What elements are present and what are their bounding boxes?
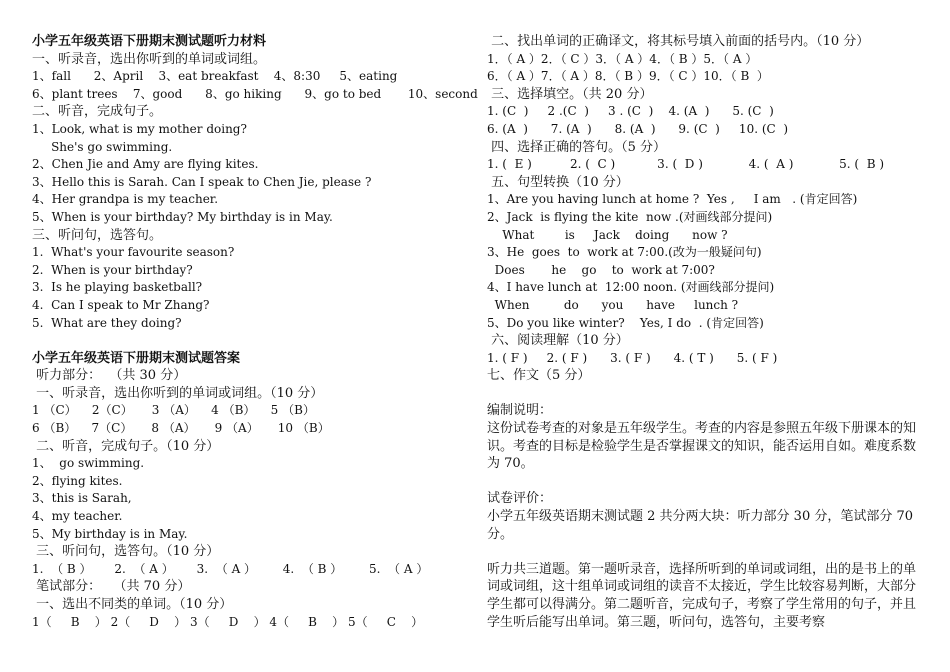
review-text: 听力共三道题。第一题听录音，选择所听到的单词或词组，出的是书上的单词或词组，这十组单词或词组的读音不太接近，学生比较容易判断，大部分学生都可以得满分。第二题听音，完成句子，考察了学生常用的句子，并且学生听后能写出单词。第三题，听问句，选答句，主要考察: [487, 561, 917, 630]
material-title: 小学五年级英语下册期末测试题听力材料: [32, 34, 267, 49]
answer3-row: 1. （ B ） 2. （ A ） 3. （ A ） 4. （ B ） 5. （ A ）: [32, 561, 429, 576]
review-text: 小学五年级英语期末测试题 2 共分两大块：听力部分 30 分，笔试部分 70 分。: [487, 509, 914, 542]
written5-line: Does he go to work at 7:00?: [487, 262, 715, 277]
written5-line: 1、Are you having lunch at home ? Yes , I am . (肯定回答): [487, 192, 858, 207]
written3-row: 6. (A ) 7. (A ) 8. (A ) 9. (C ) 10. (C ): [487, 121, 789, 136]
section3-line: 4. Can I speak to Mr Zhang?: [32, 297, 210, 312]
section1-heading: 一、听录音，选出你听到的单词或词组。: [32, 51, 267, 67]
answer2-line: 4、my teacher.: [32, 509, 123, 524]
written-part-label: 笔试部分： （共 70 分）: [32, 579, 191, 595]
section3-line: 1. What's your favourite season?: [32, 245, 235, 260]
written5-line: What is Jack doing now ?: [487, 227, 728, 242]
section2-line: 3、Hello this is Sarah. Can I speak to Chen Jie, please ?: [32, 174, 372, 189]
written5-line: 4、I have lunch at 12:00 noon. (对画线部分提问): [487, 280, 775, 295]
written3-heading: 三、选择填空。（共 20 分）: [487, 86, 653, 102]
written5-heading: 五、句型转换（10 分）: [487, 174, 629, 190]
written5-line: When do you have lunch ?: [487, 297, 739, 312]
section2-line: She's go swimming.: [32, 139, 173, 154]
section2-line: 2、Chen Jie and Amy are flying kites.: [32, 157, 259, 172]
section2-line: 1、Look, what is my mother doing?: [32, 121, 247, 136]
written2-heading: 二、找出单词的正确译文，将其标号填入前面的括号内。（10 分）: [487, 34, 870, 49]
section3-heading: 三、听问句，选答句。: [32, 227, 163, 243]
written1-row: 1（ B ） 2（ D ） 3（ D ） 4（ B ） 5（ C ）: [32, 614, 424, 629]
answer2-line: 5、My birthday is in May.: [32, 526, 188, 541]
written1-heading: 一、选出不同类的单词。（10 分）: [32, 597, 233, 612]
answer2-line: 2、flying kites.: [32, 473, 123, 488]
section3-line: 3. Is he playing basketball?: [32, 280, 203, 295]
left-column: [32, 33, 478, 631]
section2-heading: 二、听音，完成句子。: [32, 104, 163, 120]
review-label: 试卷评价：: [487, 491, 553, 507]
section2-line: 4、Her grandpa is my teacher.: [32, 192, 219, 207]
answer2-heading: 二、听音，完成句子。（10 分）: [32, 438, 220, 454]
answer2-line: 3、this is Sarah,: [32, 491, 132, 506]
written6-row: 1. ( F ) 2. ( F ) 3. ( F ) 4. ( T ) 5. ( F ): [487, 350, 778, 365]
answer1-row: 1 （C） 2（C） 3 （A） 4 （B） 5 （B）: [32, 403, 315, 418]
spacer: [487, 543, 927, 561]
right-column: [487, 33, 927, 631]
answer2-line: 1、 go swimming.: [32, 456, 145, 471]
written7-heading: 七、作文（5 分）: [487, 368, 591, 384]
section1-row: 6、plant trees 7、good 8、go hiking 9、go to bed 10、second: [32, 86, 478, 101]
section1-row: 1、fall 2、April 3、eat breakfast 4、8:30 5、eating: [32, 69, 398, 84]
answer3-heading: 三、听问句，选答句。（10 分）: [32, 544, 220, 560]
spacer: [487, 385, 927, 403]
written5-line: 5、Do you like winter? Yes, I do . (肯定回答): [487, 315, 764, 330]
notes-text: 这份试卷考查的对象是五年级学生。考查的内容是参照五年级下册课本的知识。考查的目标是检验学生是否掌握课文的知识，能否运用自如。难度系数为 70。: [487, 421, 917, 472]
written5-line: 2、Jack is flying the kite now .(对画线部分提问): [487, 209, 773, 224]
spacer: [487, 473, 927, 491]
notes-label: 编制说明：: [487, 403, 553, 419]
section2-line: 5、When is your birthday? My birthday is in May.: [32, 209, 333, 224]
written2-row: 1．（ A ）2．（ C ）3．（ A ）4．（ B ）5．（ A ）: [487, 51, 758, 66]
written4-heading: 四、选择正确的答句。（5 分）: [487, 139, 667, 155]
section3-line: 5. What are they doing?: [32, 315, 182, 330]
written5-line: 3、He goes to work at 7:00.(改为一般疑问句): [487, 245, 762, 260]
listening-part-label: 听力部分： （共 30 分）: [32, 368, 187, 384]
answer1-heading: 一、听录音，选出你听到的单词或词组。（10 分）: [32, 385, 324, 401]
answers-title: 小学五年级英语下册期末测试题答案: [32, 350, 241, 366]
written4-row: 1. ( E ) 2. ( C ) 3. ( D ) 4. ( A ) 5. ( B ): [487, 157, 885, 172]
written2-row: 6．（ A ）7．（ A ）8．（ B ）9．（ C ）10．（ B ）: [487, 69, 769, 84]
answer1-row: 6 （B） 7（C） 8 （A） 9 （A） 10 （B）: [32, 421, 330, 436]
written3-row: 1. (C ) 2 .(C ) 3 . (C ) 4. (A ) 5. (C ): [487, 104, 774, 119]
written6-heading: 六、阅读理解（10 分）: [487, 333, 629, 349]
section3-line: 2. When is your birthday?: [32, 262, 193, 277]
spacer: [32, 332, 462, 350]
